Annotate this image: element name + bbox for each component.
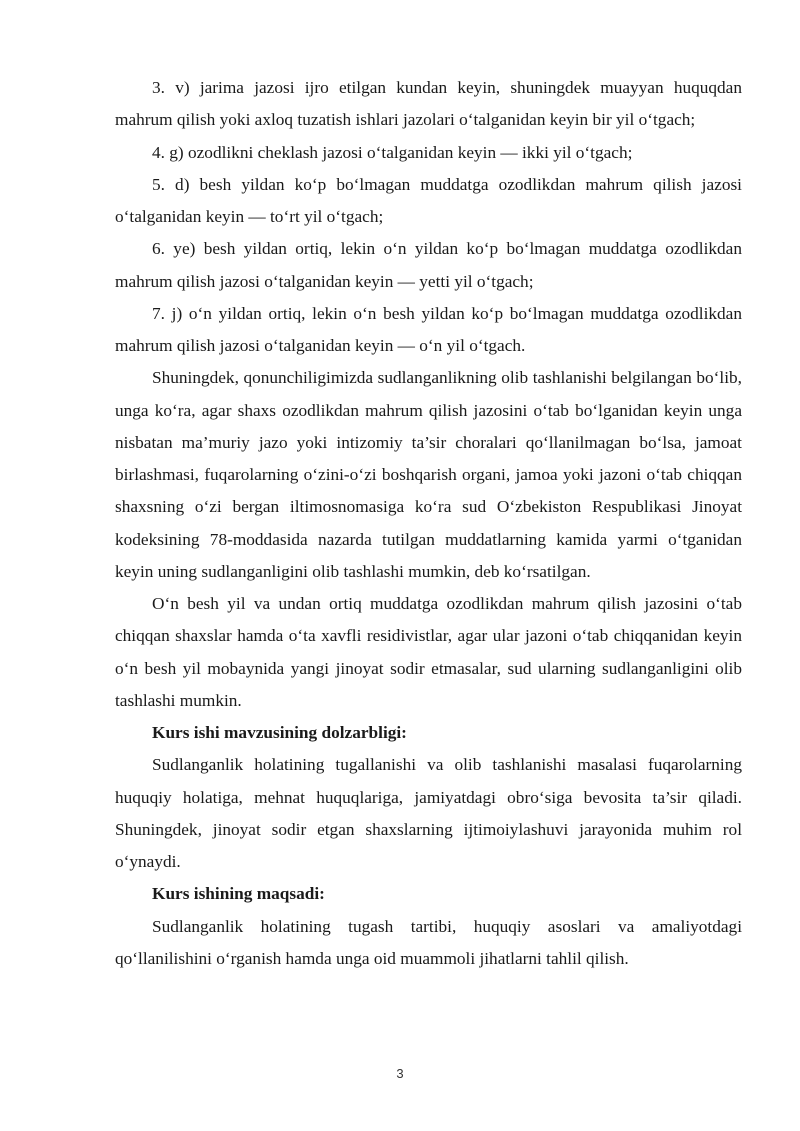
document-page xyxy=(115,72,742,975)
page-number: 3 xyxy=(396,1066,404,1081)
section-text-goal: Sudlanganlik holatining tugash tartibi, huquqiy asoslari va amaliyotdagi qo‘llanilishini o‘rganish hamda unga oid muammoli jihatlarni tahlil qilish. xyxy=(115,916,742,968)
list-item: 4. g) ozodlikni cheklash jazosi o‘talganidan keyin — ikki yil o‘tgach; xyxy=(152,142,633,162)
section-text-relevance: Sudlanganlik holatining tugallanishi va olib tashlanishi masalasi fuqarolarning huquqiy holatiga, mehnat huquqlariga, jamiyatdagi obro‘siga bevosita ta’sir qiladi. Shuningdek, jinoyat sodir etgan shaxslarning ijtimoiylashuvi jarayonida muhim rol o‘ynaydi. xyxy=(115,755,742,871)
body-paragraph: Shuningdek, qonunchiligimizda sudlanganlikning olib tashlanishi belgilangan bo‘lib, unga ko‘ra, agar shaxs ozodlikdan mahrum qilish jazosini o‘tab bo‘lganidan keyin unga nisbatan ma’muriy jazo yoki intizomiy ta’sir choralari qo‘llanilmagan bo‘lsa, jamoat birlashmasi, fuqarolarning o‘zini-o‘zi boshqarish organi, jamoa yoki jazoni o‘tab chiqqan shaxsning o‘zi bergan iltimosnomasiga ko‘ra sud O‘zbekiston Respublikasi Jinoyat kodeksining 78-moddasida nazarda tutilgan muddatlarning kamida yarmi o‘tganidan keyin uning sudlanganligini olib tashlashi mumkin, deb ko‘rsatilgan. xyxy=(115,368,742,581)
body-paragraph: O‘n besh yil va undan ortiq muddatga ozodlikdan mahrum qilish jazosini o‘tab chiqqan shaxslar hamda o‘ta xavfli residivistlar, agar ular jazoni o‘tab chiqqanidan keyin o‘n besh yil mobaynida yangi jinoyat sodir etmasalar, sud ularning sudlanganligini olib tashlashi mumkin. xyxy=(115,594,742,710)
list-item: 7. j) o‘n yildan ortiq, lekin o‘n besh yildan ko‘p bo‘lmagan muddatga ozodlikdan mahrum qilish jazosi o‘talganidan keyin — o‘n yil o‘tgach. xyxy=(115,303,742,355)
list-item: 3. v) jarima jazosi ijro etilgan kundan keyin, shuningdek muayyan huquqdan mahrum qilish yoki axloq tuzatish ishlari jazolari o‘talganidan keyin bir yil o‘tgach; xyxy=(115,78,742,130)
list-item: 5. d) besh yildan ko‘p bo‘lmagan muddatga ozodlikdan mahrum qilish jazosi o‘talganidan keyin — to‘rt yil o‘tgach; xyxy=(115,174,742,226)
section-heading-relevance: Kurs ishi mavzusining dolzarbligi: xyxy=(152,723,407,742)
list-item: 6. ye) besh yildan ortiq, lekin o‘n yildan ko‘p bo‘lmagan muddatga ozodlikdan mahrum qilish jazosi o‘talganidan keyin — yetti yil o‘tgach; xyxy=(115,239,742,291)
section-heading-goal: Kurs ishining maqsadi: xyxy=(152,884,325,904)
